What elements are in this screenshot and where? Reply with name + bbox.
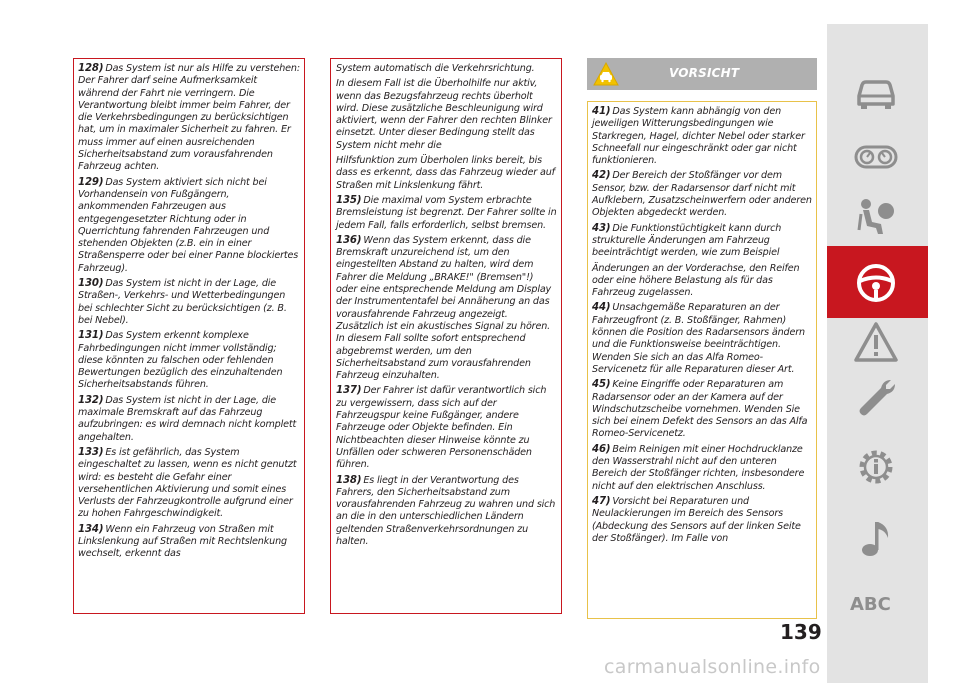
note-number: 133): [78, 446, 104, 458]
page-number: 139: [780, 620, 822, 644]
car-icon[interactable]: [853, 70, 899, 116]
text-column-1: [73, 58, 305, 614]
text-column-2: [330, 58, 562, 614]
paragraph: [592, 496, 812, 545]
warning-header: [587, 58, 817, 90]
note-number: 128): [78, 63, 104, 74]
settings-info-icon[interactable]: [853, 444, 899, 490]
paragraph: [336, 63, 557, 75]
paragraph: [592, 106, 812, 167]
note-number: 129): [78, 176, 104, 188]
note-number: 137): [336, 385, 362, 397]
note-text: Das System ist nicht in der Lage, die maximale Bremskraft auf das Fahrzeug aufzubringen: es wird demnach nicht komplett angehalten.: [78, 394, 297, 443]
note-text: Der Bereich der Stoßfänger vor dem Sensor, bzw. der Radarsensor darf nicht mit Aufklebern, Zusatzscheinwerfern oder anderen Objekten abgedeckt werden.: [592, 170, 812, 219]
note-text: Die Funktionstüchtigkeit kann durch strukturelle Änderungen am Fahrzeug beeinträchtigt werden, wie zum Beispiel: [592, 222, 782, 259]
paragraph: [592, 223, 812, 260]
note-number: 41): [592, 106, 611, 117]
chapter-sidebar: [827, 24, 928, 683]
steering-wheel-icon[interactable]: [853, 260, 899, 306]
warning-title: VORSICHT: [669, 66, 740, 80]
note-text: Die maximal vom System erbrachte Bremsleistung ist begrenzt. Der Fahrer sollte in jedem Fall, falls erforderlich, selbst bremsen.: [336, 194, 557, 231]
paragraph: [78, 524, 300, 561]
alphabetical-index-label[interactable]: ABC: [850, 594, 891, 615]
note-text: Hilfsfunktion zum Überholen links bereit, bis dass es erkennt, dass das Fahrzeug wieder auf Straßen mit Linkslenkung fährt.: [336, 155, 555, 191]
note-text: Vorsicht bei Reparaturen und Neulackierungen im Bereich des Sensors (Abdeckung des Sensors auf der linken Seite der Stoßfänger). Im Falle von: [592, 495, 801, 544]
paragraph: [336, 195, 557, 232]
note-number: 47): [592, 495, 611, 507]
note-number: 132): [78, 394, 104, 406]
note-number: 42): [592, 170, 611, 182]
note-text: Das System ist nicht in der Lage, die Straßen-, Verkehrs- und Wetterbedingungen bei schlechter Sicht zu berücksichtigen (z. B. bei Nebel).: [78, 278, 287, 326]
note-text: Wenn das System erkennt, dass die Bremskraft unzureichend ist, um den eingestellten Abstand zu halten, wird dem Fahrer die Meldung „BRAKE!" (Bremsen"!) oder eine entsprechende Meldung am Display der Instrumententafel bei Annäherung an das vorausfahrende Fahrzeug angezeigt. Zusätzlich ist ein akustisches Signal zu hören. In diesem Fall sollte sofort entsprechend abgebremst werden, um den Sicherheitsabstand zum vorausfahrenden Fahrzeug einzuhalten.: [336, 234, 552, 382]
paragraph: [336, 385, 557, 471]
paragraph: [78, 395, 300, 444]
paragraph: [336, 78, 557, 152]
note-text: In diesem Fall ist die Überholhilfe nur aktiv, wenn das Bezugsfahrzeug rechts überholt wird. Diese zusätzliche Beschleunigung wird aktiviert, wenn der Fahrer den rechten Blinker einsetzt. Unter dieser Bedingung stellt das System nicht mehr die: [336, 78, 552, 151]
note-text: Es liegt in der Verantwortung des Fahrers, den Sicherheitsabstand zum vorausfahrenden Fahrzeug zu wahren und sich an die in den unterschiedlichen Ländern geltenden Straßenverkehrsordnungen zu halten.: [336, 474, 556, 547]
paragraph: [336, 235, 557, 383]
paragraph: [592, 170, 812, 219]
note-number: 135): [336, 194, 362, 206]
note-text: Keine Eingriffe oder Reparaturen am Radarsensor oder an der Kamera auf der Windschutzscheibe vornehmen. Wenden Sie sich bei einem Defekt des Sensors an das Alfa Romeo-Servicenetz.: [592, 379, 808, 440]
note-number: 46): [592, 443, 611, 455]
note-text: Das System erkennt komplexe Fahrbedingungen nicht immer vollständig; diese könnten zu falschen oder fehlenden Bewertungen bezüglich des einzuhaltenden Sicherheitsabstands führen.: [78, 330, 283, 391]
paragraph: [592, 379, 812, 440]
watermark: carmanualsonline.info: [604, 656, 821, 678]
note-text: Es ist gefährlich, das System eingeschaltet zu lassen, wenn es nicht genutzt wird: es besteht die Gefahr einer versehentlichen Aktivierung und somit eines Verlusts der Fahrzeugkontrolle aufgrund einer zu hohen Fahrgeschwindigkeit.: [78, 446, 297, 520]
paragraph: [592, 263, 812, 300]
paragraph: [336, 475, 557, 549]
note-text: Wenn ein Fahrzeug von Straßen mit Linkslenkung auf Straßen mit Rechtslenkung wechselt, erkennt das: [78, 523, 287, 560]
note-number: 43): [592, 222, 611, 234]
note-number: 45): [592, 379, 611, 391]
note-number: 136): [336, 234, 362, 246]
note-text: Das System aktiviert sich nicht bei Vorhandensein von Fußgängern, ankommenden Fahrzeugen aus entgegengesetzter Richtung oder in Querrichtung fahrenden Fahrzeugen und stehenden Objekten (z.B. ein in einer Straßensperre oder bei einer Panne blockiertes Fahrzeug).: [78, 176, 299, 274]
paragraph: [336, 155, 557, 192]
note-text: Änderungen an der Vorderachse, den Reifen oder eine höhere Belastung als für das Fahrzeug zugelassen.: [592, 262, 800, 299]
note-text: Der Fahrer ist dafür verantwortlich sich zu vergewissern, dass sich auf der Fahrzeugspur keine Fußgänger, andere Fahrzeuge oder Objekte befinden. Ein Nichtbeachten dieser Hinweise könnte zu Unfällen oder schweren Personenschäden führen.: [336, 385, 547, 471]
paragraph: [78, 330, 300, 391]
note-number: 131): [78, 330, 104, 342]
music-note-icon[interactable]: [853, 516, 899, 562]
note-text: Das System kann abhängig von den jeweiligen Witterungsbedingungen wie Starkregen, Hagel, dichter Nebel oder starker Schneefall nur eingeschränkt oder gar nicht funktionieren.: [592, 106, 805, 167]
paragraph: [592, 302, 812, 376]
warning-triangle-icon[interactable]: [853, 320, 899, 366]
note-number: 138): [336, 474, 362, 486]
note-text: System automatisch die Verkehrsrichtung.: [336, 63, 535, 74]
note-text: Das System ist nur als Hilfe zu verstehen: Der Fahrer darf seine Aufmerksamkeit während der Fahrt nie verringern. Die Verantwortung bleibt immer beim Fahrer, der die Verkehrsbedingungen zu berücksichtigen hat, um in maximaler Sicherheit zu fahren. Er muss immer auf einen ausreichenden Sicherheitsabstand zum vorausfahrenden Fahrzeug achten.: [78, 63, 300, 173]
warning-box: [587, 101, 817, 619]
note-text: Beim Reinigen mit einer Hochdrucklanze den Wasserstrahl nicht auf den unteren Bereich der Stoßfänger richten, insbesondere nicht auf den elektrischen Anschluss.: [592, 443, 805, 492]
dashboard-icon[interactable]: [853, 134, 899, 180]
paragraph: [78, 63, 300, 174]
note-number: 134): [78, 523, 104, 535]
paragraph: [78, 177, 300, 275]
note-text: Unsachgemäße Reparaturen an der Fahrzeugfront (z. B. Stoßfänger, Rahmen) können die Position des Radarsensors ändern und die Funktionsweise beeinträchtigen. Wenden Sie sich an das Alfa Romeo-Servicenetz für alle Reparaturen dieser Art.: [592, 302, 805, 375]
note-number: 44): [592, 302, 611, 314]
paragraph: [592, 444, 812, 493]
airbag-icon[interactable]: [853, 194, 899, 240]
paragraph: [78, 447, 300, 521]
paragraph: [78, 278, 300, 327]
warning-car-icon: [593, 62, 619, 86]
note-number: 130): [78, 278, 104, 290]
wrench-icon[interactable]: [853, 376, 899, 422]
